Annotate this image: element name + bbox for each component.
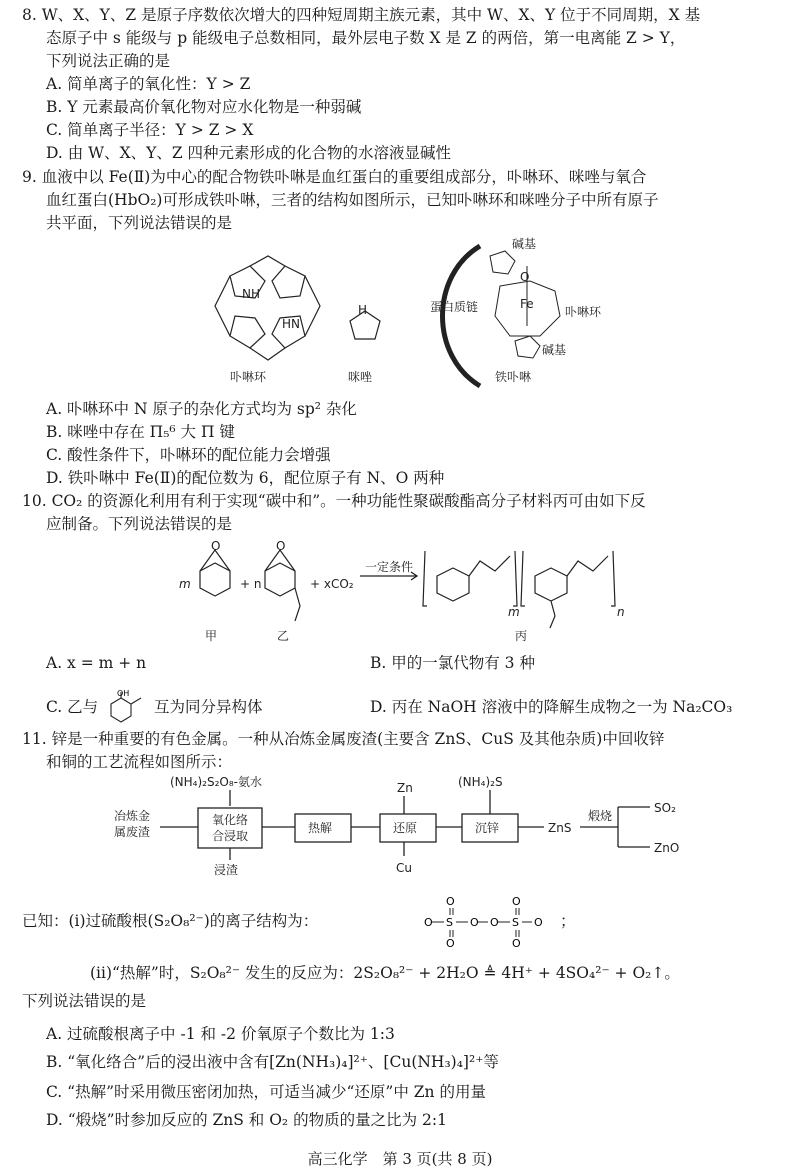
q8-option-a: A. 简单离子的氧化性：Y > Z: [46, 75, 251, 93]
ion-s-right: S: [512, 916, 519, 929]
page-footer: 高三化学 第 3 页(共 8 页): [307, 1150, 493, 1168]
flow-box-oxidation-line2: 合浸取: [212, 829, 249, 843]
q11-option-d: D. “煅烧”时参加反应的 ZnS 和 O₂ 的物质的量之比为 2:1: [46, 1111, 447, 1129]
q10-jia-oxygen: O: [211, 539, 221, 553]
flow-box-oxidation-line1: 氧化络: [212, 813, 249, 827]
flow-reagent-3: (NH₄)₂S: [458, 775, 503, 789]
q10-stem-line1: 10. CO₂ 的资源化利用有利于实现“碳中和”。一种功能性聚碳酸酯高分子材料丙可由如下反: [22, 492, 646, 510]
ion-o-right: O: [534, 916, 543, 929]
q10-option-c-suffix: 互为同分异构体: [154, 698, 263, 716]
q8-stem-line2: 态原子中 s 能级与 p 能级电子总数相同，最外层电子数 X 是 Z 的两倍，第一电离能 Z > Y，: [46, 29, 686, 47]
ion-o-top-left: O: [446, 895, 455, 908]
q11-stem-line1: 11. 锌是一种重要的有色金属。一种从冶炼金属废渣(主要含 ZnS、CuS 及其他杂质)中回收锌: [22, 730, 665, 748]
q9-imidazole-n: H: [358, 303, 368, 317]
ion-o-bottom-right: O: [512, 937, 521, 950]
cyclohexene-oxide-structure: [200, 550, 230, 596]
q10-label-jia: 甲: [205, 629, 218, 643]
persulfate-ion-structure: [420, 893, 550, 951]
q11-known-1: 已知：(ⅰ)过硫酸根(S₂O₈²⁻)的离子结构为：: [22, 912, 319, 930]
q10-option-a: A. x = m + n: [46, 654, 147, 672]
q10-reaction-figure: [165, 536, 635, 646]
q9-option-c: C. 酸性条件下，卟啉环的配位能力会增强: [46, 446, 331, 464]
flow-reagent-1: (NH₄)₂S₂O₈-氨水: [170, 775, 262, 789]
q9-stem-line1: 9. 血液中以 Fe(Ⅱ)为中心的配合物铁卟啉是血红蛋白的重要组成部分，卟啉环、咪唑与氧合: [22, 168, 647, 186]
porphyrin-structure: [215, 256, 320, 360]
q9-base-label-2: 碱基: [542, 343, 567, 357]
ion-o-bridge-1: O: [470, 916, 479, 929]
flow-output-cu: Cu: [396, 861, 412, 875]
ion-o-bottom-left: O: [446, 937, 455, 950]
q9-protein-label: 蛋白质链: [430, 300, 479, 314]
flow-residue: 浸渣: [214, 863, 239, 877]
flow-product-zns: ZnS: [548, 821, 572, 835]
flow-box-pyrolysis-label: 热解: [308, 821, 333, 835]
q10-label-yi: 乙: [277, 629, 290, 643]
q9-base-label-1: 碱基: [512, 237, 537, 251]
q9-stem-line2: 血红蛋白(HbO₂)可形成铁卟啉，三者的结构如图所示，已知卟啉环和咪唑分子中所有原子: [46, 191, 659, 209]
q9-option-a: A. 卟啉环中 N 原子的杂化方式均为 sp² 杂化: [46, 400, 357, 418]
q10-yi-oxygen: O: [276, 539, 286, 553]
q8-option-d: D. 由 W、X、Y、Z 四种元素形成的化合物的水溶液显碱性: [46, 144, 452, 162]
q10-stem-line2: 应制备。下列说法错误的是: [46, 515, 233, 533]
q8-option-b: B. Y 元素最高价氧化物对应水化物是一种弱碱: [46, 98, 362, 116]
q11-option-a: A. 过硫酸根离子中 -1 和 -2 价氧原子个数比为 1:3: [46, 1025, 395, 1043]
q11-known-2: (ⅱ)“热解”时，S₂O₈²⁻ 发生的反应为：2S₂O₈²⁻ + 2H₂O ≜ 4H⁺ + 4SO₄²⁻ + O₂↑。: [90, 964, 680, 982]
q8-option-c: C. 简单离子半径：Y > Z > X: [46, 121, 254, 139]
q10-subscript-n: n: [617, 605, 625, 619]
q9-porphyrin-label: 卟啉环: [230, 370, 267, 384]
ion-o-bridge-2: O: [490, 916, 499, 929]
q11-option-c: C. “热解”时采用微压密闭加热，可适当减少“还原”中 Zn 的用量: [46, 1083, 486, 1101]
q10-plus-n: + n: [240, 577, 262, 591]
q10-label-bing: 丙: [515, 629, 528, 643]
q10-option-c-prefix: C. 乙与: [46, 698, 99, 716]
q9-o2-label: O: [520, 270, 530, 284]
q11-known-1-end: ；: [560, 912, 576, 930]
ion-o-left: O: [424, 916, 433, 929]
q11-prompt: 下列说法错误的是: [22, 992, 147, 1010]
q10-option-c-structure: [103, 690, 149, 726]
q11-stem-line2: 和铜的工艺流程如图所示：: [46, 753, 233, 771]
q8-stem-line1: 8. W、X、Y、Z 是原子序数依次增大的四种短周期主族元素，其中 W、X、Y 位于不同周期，X 基: [22, 6, 701, 24]
q9-ring-label: 卟啉环: [565, 305, 602, 319]
q9-fe-label: Fe: [520, 297, 534, 311]
flow-input-line1: 冶炼金: [114, 809, 151, 823]
q10-subscript-m: m: [508, 605, 520, 619]
q11-process-flow: [110, 772, 690, 882]
q9-imidazole-label: 咪唑: [348, 370, 373, 384]
q9-porphyrin-hn-1: HN: [282, 317, 300, 331]
q10-coef-m: m: [179, 577, 191, 591]
flow-box-precipitation-label: 沉锌: [475, 821, 500, 835]
q9-option-b: B. 咪唑中存在 Π₅⁶ 大 Π 键: [46, 423, 235, 441]
q11-option-b: B. “氧化络合”后的浸出液中含有[Zn(NH₃)₄]²⁺、[Cu(NH₃)₄]²⁺等: [46, 1053, 499, 1071]
q10-plus-co2: + xCO₂: [310, 577, 354, 591]
flow-input-line2: 属废渣: [114, 825, 151, 839]
flow-box-reduction-label: 还原: [393, 821, 418, 835]
q10-option-c: [46, 690, 326, 726]
q10-option-b: B. 甲的一氯代物有 3 种: [370, 654, 535, 672]
flow-product-zno: ZnO: [654, 841, 680, 855]
q10-condition: 一定条件: [365, 560, 414, 574]
q10-option-d: D. 丙在 NaOH 溶液中的降解生成物之一为 Na₂CO₃: [370, 698, 733, 716]
flow-reagent-zn: Zn: [397, 781, 413, 795]
q9-iron-label: 铁卟啉: [495, 370, 532, 384]
q9-protein-chain: [443, 246, 481, 386]
q9-stem-line3: 共平面，下列说法错误的是: [46, 214, 233, 232]
flow-step-calcination: 煅烧: [588, 809, 613, 823]
q8-stem-line3: 下列说法正确的是: [46, 52, 171, 70]
q9-structure-figure: [190, 236, 610, 396]
q9-option-d: D. 铁卟啉中 Fe(Ⅱ)的配位数为 6，配位原子有 N、O 两种: [46, 469, 445, 487]
flow-product-so2: SO₂: [654, 801, 676, 815]
q9-porphyrin-nh-1: NH: [242, 287, 260, 301]
vinyl-epoxide-structure: [265, 550, 300, 621]
q10-option-c-oh: OH: [117, 690, 130, 698]
ion-s-left: S: [446, 916, 453, 929]
ion-o-top-right: O: [512, 895, 521, 908]
